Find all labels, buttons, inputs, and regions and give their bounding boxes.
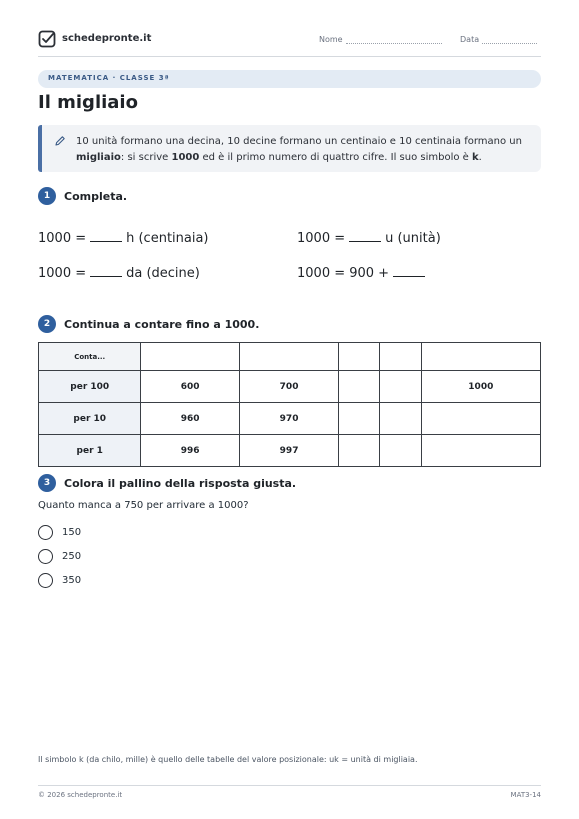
table-header-cell [141, 343, 239, 371]
equation-tens: 1000 = da (decine) [38, 266, 200, 281]
answer-option[interactable] [38, 549, 81, 564]
section-2-heading [38, 315, 259, 333]
info-accent-bar [38, 125, 42, 172]
counting-table [38, 342, 541, 467]
date-line [482, 35, 537, 44]
page-title: Il migliaio [38, 92, 138, 113]
table-cell-blank[interactable] [379, 403, 421, 435]
table-cell-blank[interactable] [339, 435, 380, 467]
option-label: 350 [62, 575, 82, 586]
table-cell-blank[interactable] [339, 403, 380, 435]
name-line [346, 35, 442, 44]
answer-option[interactable] [38, 573, 81, 588]
date-label: Data [460, 35, 480, 44]
info-box [38, 125, 541, 172]
table-cell: 997 [239, 435, 338, 467]
section-3-title: Colora il pallino della risposta giusta. [64, 476, 297, 490]
table-cell: 960 [141, 403, 239, 435]
table-cell-blank[interactable] [339, 371, 380, 403]
table-cell: 600 [141, 371, 239, 403]
section-1-heading [38, 187, 127, 205]
answer-blank[interactable] [349, 231, 381, 242]
footnote: Il simbolo k (da chilo, mille) è quello delle tabelle del valore posizionale: uk = unità di migliaia. [38, 755, 418, 764]
table-header-cell [239, 343, 338, 371]
document-check-icon [38, 30, 56, 48]
section-1-number: 1 [38, 187, 56, 205]
section-3-heading [38, 474, 296, 492]
equation-sum: 1000 = 900 + [297, 266, 429, 281]
table-row [39, 435, 541, 467]
equation-hundreds: 1000 = h (centinaia) [38, 231, 209, 246]
header-divider [38, 56, 541, 57]
section-2-number: 2 [38, 315, 56, 333]
table-cell: 1000 [421, 371, 540, 403]
equation-units: 1000 = u (unità) [297, 231, 441, 246]
table-header-cell [379, 343, 421, 371]
table-cell: 996 [141, 435, 239, 467]
row-label: per 1 [39, 435, 141, 467]
table-cell-blank[interactable] [421, 403, 540, 435]
footer-divider [38, 785, 541, 786]
answer-blank[interactable] [90, 266, 122, 277]
section-1-title: Completa. [64, 189, 128, 203]
answer-blank[interactable] [90, 231, 122, 242]
subject-label: MATEMATICA · CLASSE 3ª [48, 74, 170, 82]
table-cell: 970 [239, 403, 338, 435]
table-cell: 700 [239, 371, 338, 403]
info-text: 10 unità formano una decina, 10 decine formano un centinaio e 10 centinaia formano un migliaio: si scrive 1000 ed è il primo numero di quattro cifre. Il suo simbolo è k. [76, 136, 522, 163]
question-text: Quanto manca a 750 per arrivare a 1000? [38, 500, 249, 511]
name-label: Nome [319, 35, 343, 44]
option-label: 150 [62, 527, 82, 538]
brand-name: schedepronte.it [62, 33, 152, 44]
copyright: © 2026 schedepronte.it [38, 791, 123, 799]
row-label: per 100 [39, 371, 141, 403]
subject-pill [38, 70, 541, 88]
name-field[interactable] [319, 35, 442, 44]
option-label: 250 [62, 551, 82, 562]
date-field[interactable] [460, 35, 537, 44]
radio-circle-icon[interactable] [38, 573, 53, 588]
radio-circle-icon[interactable] [38, 525, 53, 540]
table-row [39, 371, 541, 403]
section-2-title: Continua a contare fino a 1000. [64, 317, 260, 331]
table-header-cell [339, 343, 380, 371]
answer-blank[interactable] [393, 266, 425, 277]
table-header-cell [421, 343, 540, 371]
pencil-icon [54, 135, 66, 147]
table-cell-blank[interactable] [421, 435, 540, 467]
row-label: per 10 [39, 403, 141, 435]
table-header-label: Conta... [39, 343, 141, 371]
table-row [39, 403, 541, 435]
table-cell-blank[interactable] [379, 435, 421, 467]
sheet-code: MAT3-14 [510, 791, 541, 799]
table-cell-blank[interactable] [379, 371, 421, 403]
section-3-number: 3 [38, 474, 56, 492]
table-header-row [39, 343, 541, 371]
radio-circle-icon[interactable] [38, 549, 53, 564]
answer-option[interactable] [38, 525, 81, 540]
